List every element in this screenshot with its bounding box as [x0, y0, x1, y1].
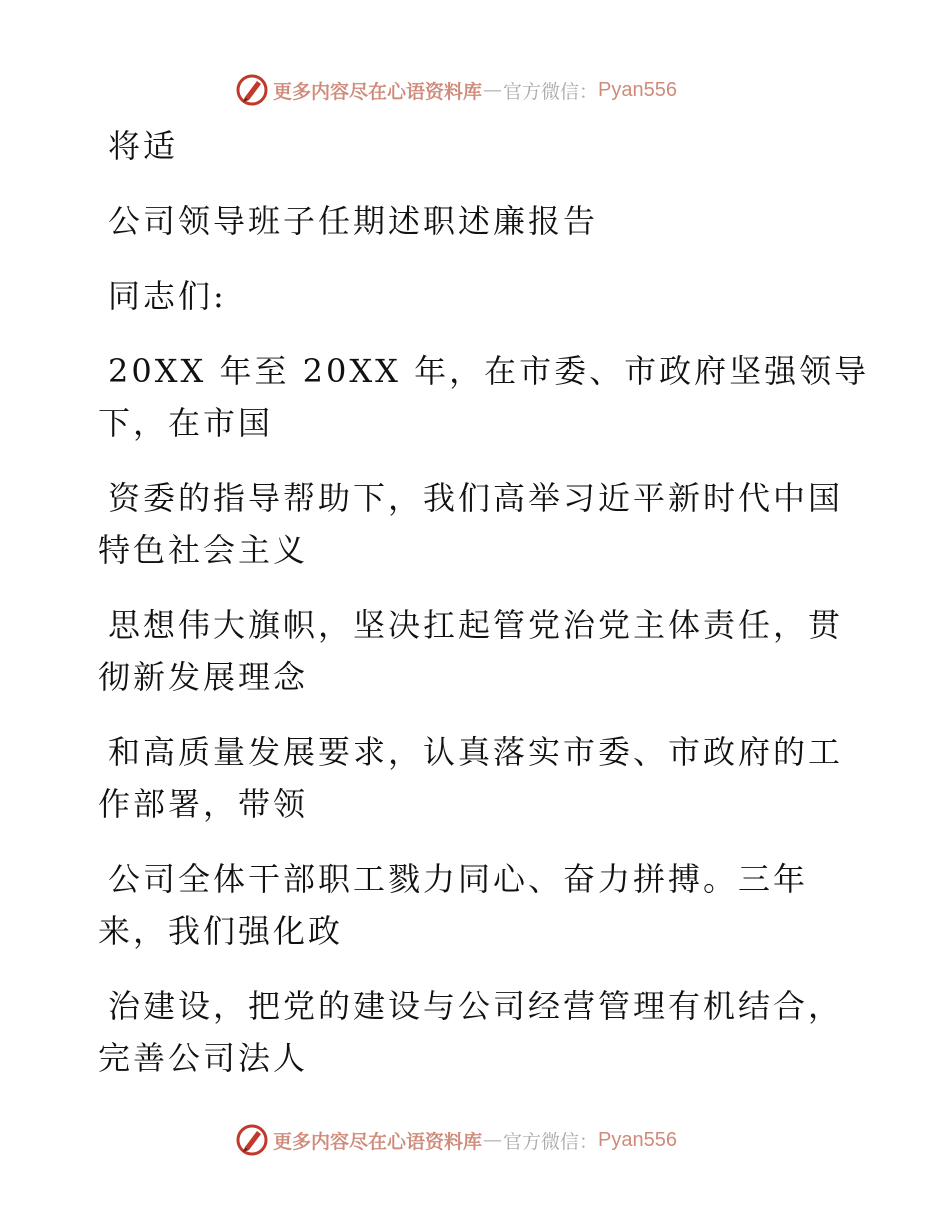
- doc-line: 来，我们强化政: [98, 912, 344, 950]
- document-body: [98, 120, 870, 1084]
- header-banner: [235, 70, 755, 110]
- doc-line: 思想伟大旗帜，坚决扛起管党治党主体责任，贯: [108, 606, 844, 644]
- doc-line: 下，在市国: [98, 404, 274, 442]
- doc-line: 公司全体干部职工戮力同心、奋力拼搏。三年: [108, 860, 809, 898]
- doc-line: 资委的指导帮助下，我们高举习近平新时代中国: [108, 479, 844, 517]
- banner-wechat-id: Pyan556: [598, 1128, 677, 1151]
- banner-wechat-id: Pyan556: [598, 78, 677, 101]
- doc-line: 20XX 年至 20XX 年，在市委、市政府坚强领导: [108, 352, 870, 390]
- doc-line: 完善公司法人: [98, 1039, 309, 1077]
- doc-line: 将适: [108, 127, 179, 165]
- banner-text: 更多内容尽在心语资料库: [273, 1130, 483, 1153]
- banner-separator: —: [483, 79, 503, 101]
- footer-banner: [235, 1120, 755, 1160]
- doc-salutation: 同志们:: [108, 277, 227, 315]
- banner-separator: —: [483, 1129, 503, 1151]
- doc-line: 治建设，把党的建设与公司经营管理有机结合，: [108, 987, 844, 1025]
- doc-line: 作部署，带领: [98, 785, 309, 823]
- banner-text: 更多内容尽在心语资料库: [273, 80, 483, 103]
- doc-line: 和高质量发展要求，认真落实市委、市政府的工: [108, 733, 844, 771]
- banner-wechat-label: 官方微信：: [503, 1130, 599, 1153]
- doc-line: 特色社会主义: [98, 531, 309, 569]
- pen-logo-icon: [235, 1123, 269, 1157]
- doc-title: 公司领导班子任期述职述廉报告: [108, 202, 599, 240]
- pen-logo-icon: [235, 73, 269, 107]
- banner-wechat-label: 官方微信：: [503, 80, 599, 103]
- doc-line: 彻新发展理念: [98, 658, 309, 696]
